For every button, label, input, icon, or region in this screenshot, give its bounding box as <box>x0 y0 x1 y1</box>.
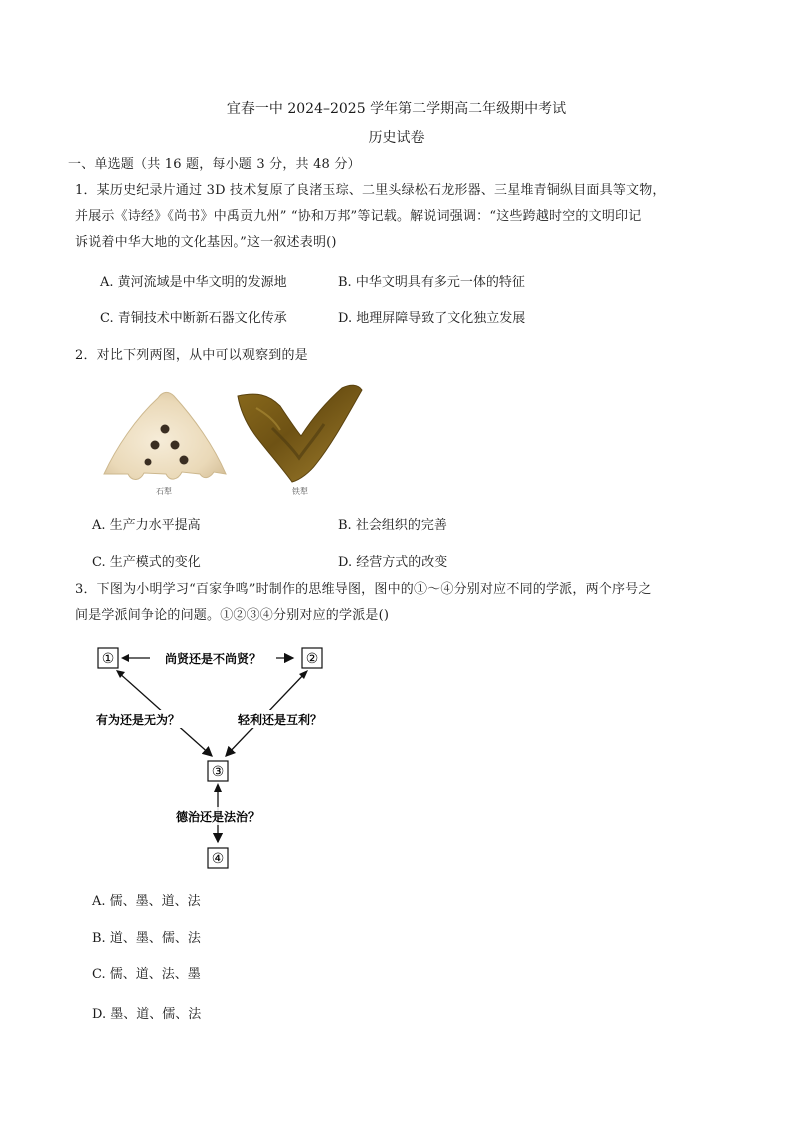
q3-option-b: B. 道、墨、儒、法 <box>92 931 201 946</box>
q1-option-a: A. 黄河流域是中华文明的发源地 <box>100 275 287 290</box>
section-heading: 一、单选题（共 16 题，每小题 3 分，共 48 分） <box>68 157 361 172</box>
node-3-label: ③ <box>211 764 225 780</box>
node-2 <box>302 648 322 668</box>
q2-option-b: B. 社会组织的完善 <box>338 518 447 533</box>
q3-stem-line-1: 3．下图为小明学习“百家争鸣”时制作的思维导图，图中的①～④分别对应不同的学派，两个序号之 <box>75 582 652 597</box>
node-4 <box>208 848 228 868</box>
node-3 <box>208 761 228 781</box>
node-2-label: ② <box>305 651 319 667</box>
q2-stem: 2．对比下列两图，从中可以观察到的是 <box>75 348 308 363</box>
q3-option-d: D. 墨、道、儒、法 <box>92 1007 202 1022</box>
iron-plough-caption: 铁犁 <box>292 487 308 496</box>
q2-option-d: D. 经营方式的改变 <box>338 555 448 570</box>
plough-images <box>96 378 376 500</box>
q2-option-c: C. 生产模式的变化 <box>92 555 201 570</box>
edge-right-label: 轻利还是互利？ <box>237 713 323 727</box>
q1-option-b: B. 中华文明具有多元一体的特征 <box>338 275 525 290</box>
edge-left-label: 有为还是无为？ <box>95 713 181 727</box>
stone-plough-image <box>104 392 226 479</box>
node-4-label: ④ <box>211 851 225 867</box>
edge-bottom-label: 德治还是法治？ <box>175 810 261 824</box>
q1-option-c: C. 青铜技术中断新石器文化传承 <box>100 311 287 326</box>
exam-subtitle: 历史试卷 <box>368 130 425 146</box>
q1-option-d: D. 地理屏障导致了文化独立发展 <box>338 311 526 326</box>
q3-stem-line-2: 间是学派间争论的问题。①②③④分别对应的学派是() <box>75 608 390 623</box>
node-1 <box>98 648 118 668</box>
stone-plough-caption: 石犁 <box>156 487 172 496</box>
q3-option-a: A. 儒、墨、道、法 <box>92 894 201 909</box>
school-debate-diagram <box>88 638 348 874</box>
iron-plough-image <box>238 385 362 482</box>
q1-stem-line-1: 1．某历史纪录片通过 3D 技术复原了良渚玉琮、二里头绿松石龙形器、三星堆青铜纵目面具等文物， <box>75 183 666 198</box>
q1-stem-line-2: 并展示《诗经》《尚书》中禹贡九州” “协和万邦”等记载。解说词强调：“这些跨越时空的文明印记 <box>75 209 642 224</box>
exam-title: 宜春一中 2024–2025 学年第二学期高二年级期中考试 <box>226 101 567 117</box>
edge-top-label: 尚贤还是不尚贤？ <box>164 652 262 666</box>
q2-option-a: A. 生产力水平提高 <box>92 518 201 533</box>
q1-stem-line-3: 诉说着中华大地的文化基因。”这一叙述表明() <box>75 235 337 250</box>
node-1-label: ① <box>101 651 115 667</box>
q3-option-c: C. 儒、道、法、墨 <box>92 967 201 982</box>
